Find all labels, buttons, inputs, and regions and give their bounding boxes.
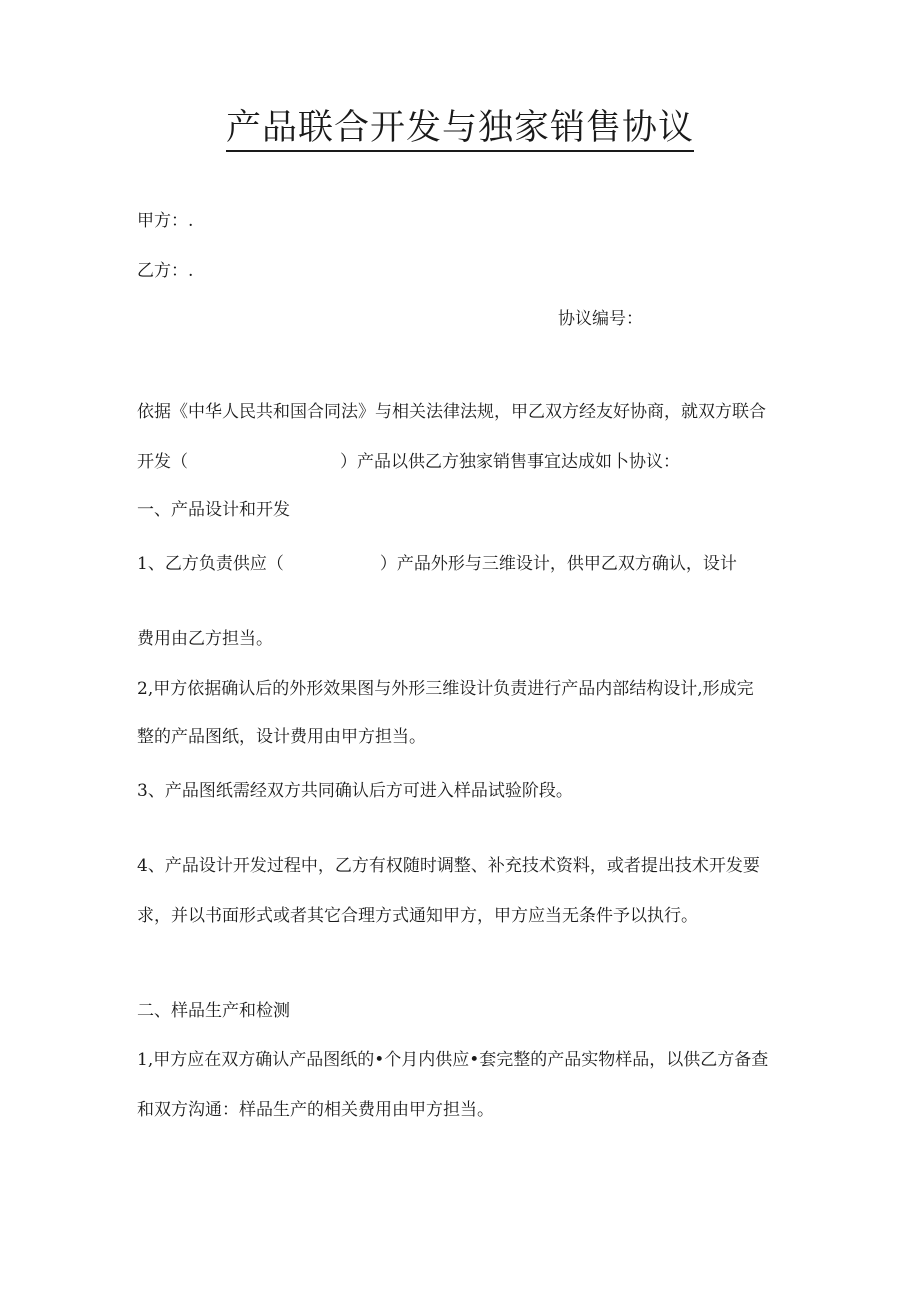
section-1-item-4-line-1: 4、产品设计开发过程中，乙方有权随时调整、补充技术资料，或者提出技术开发要 bbox=[137, 856, 760, 876]
section-1-item-3: 3、产品图纸需经双方共同确认后方可进入样品试验阶段。 bbox=[137, 781, 573, 801]
section-1-item-2-line-2: 整的产品图纸，设计费用由甲方担当。 bbox=[137, 727, 426, 747]
section-1-item-4-line-2: 求，并以书面形式或者其它合理方式通知甲方，甲方应当无条件予以执行。 bbox=[137, 906, 698, 926]
section-1-item-1-continued: 费用由乙方担当。 bbox=[137, 629, 273, 649]
section-1-item-1-suffix: ）产品外形与三维设计，供甲乙双方确认，设计 bbox=[379, 554, 737, 574]
section-1-heading: 一、产品设计和开发 bbox=[137, 500, 290, 520]
party-a-line: 甲方：. bbox=[137, 211, 194, 231]
section-2-item-1-line-2: 和双方沟通：样品生产的相关费用由甲方担当。 bbox=[137, 1100, 494, 1120]
section-1-item-2-line-1: 2,甲方依据确认后的外形效果图与外形三维设计负责进行产品内部结构设计,形成完 bbox=[137, 679, 754, 699]
section-1-item-1 bbox=[137, 551, 737, 577]
preamble-line-2 bbox=[137, 449, 680, 475]
party-b-line: 乙方：. bbox=[137, 261, 194, 281]
document-title: 产品联合开发与独家销售协议 bbox=[0, 104, 920, 152]
preamble-line-2-suffix: ）产品以供乙方独家销售事宜达成如卜协议： bbox=[340, 452, 680, 472]
section-2-heading: 二、样品生产和检测 bbox=[137, 1001, 290, 1021]
agreement-number-label: 协议编号： bbox=[558, 309, 643, 329]
section-2-item-1-line-1: 1,甲方应在双方确认产品图纸的•个月内供应•套完整的产品实物样品，以供乙方备查 bbox=[137, 1050, 769, 1070]
section-1-item-1-prefix: 1、乙方负责供应（ bbox=[137, 554, 284, 574]
preamble-line-2-prefix: 开发（ bbox=[137, 452, 188, 472]
preamble-line-1: 依据《中华人民共和国合同法》与相关法律法规，甲乙双方经友好协商，就双方联合 bbox=[137, 402, 766, 422]
